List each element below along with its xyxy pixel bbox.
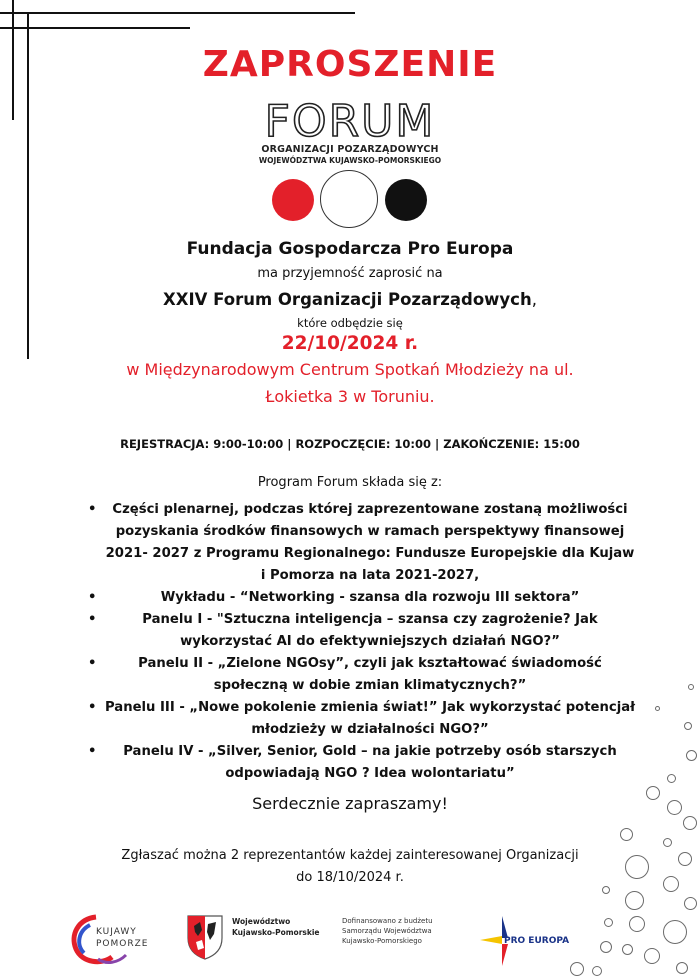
decorative-bubble bbox=[684, 722, 692, 730]
bullet: • bbox=[88, 590, 97, 605]
coat-of-arms-icon bbox=[186, 912, 224, 964]
decorative-bubble bbox=[644, 948, 660, 964]
decorative-bubble bbox=[570, 962, 584, 976]
voivodeship-line2: Kujawsko-Pomorskie bbox=[232, 928, 320, 937]
event-intro: które odbędzie się bbox=[297, 316, 403, 330]
decorative-bubble bbox=[600, 941, 612, 953]
decorative-bubble bbox=[629, 916, 645, 932]
program-item bbox=[78, 741, 638, 785]
program-intro: Program Forum składa się z: bbox=[257, 475, 443, 490]
bullet: • bbox=[88, 612, 97, 627]
decorative-bubble bbox=[678, 852, 692, 866]
forum-logo-line1: ORGANIZACJI POZARZĄDOWYCH bbox=[261, 144, 439, 155]
program-item bbox=[78, 587, 638, 609]
decorative-bubble bbox=[625, 855, 649, 879]
decorative-bubble bbox=[676, 962, 688, 974]
closing-text: Serdecznie zapraszamy! bbox=[252, 794, 448, 813]
decorative-bubble bbox=[592, 966, 602, 976]
forum-logo-word: FORUM bbox=[264, 96, 436, 147]
black-circle bbox=[385, 179, 427, 221]
registration-note-line2: do 18/10/2024 r. bbox=[296, 870, 404, 885]
venue-line1: w Międzynarodowym Centrum Spotkań Młodzieży na ul. bbox=[126, 360, 574, 379]
program-item-text: Panelu I - "Sztuczna inteligencja – szansa czy zagrożenie? Jak wykorzystać AI do efektywniejszych działań NGO?” bbox=[142, 612, 598, 649]
funding-line3: Kujawsko-Pomorskiego bbox=[342, 937, 422, 945]
decorative-bubble bbox=[667, 800, 682, 815]
bullet: • bbox=[88, 502, 97, 517]
forum-logo-line2: WOJEWÓDZTWA KUJAWSKO-POMORSKIEGO bbox=[258, 156, 442, 165]
schedule-line: REJESTRACJA: 9:00-10:00 | ROZPOCZĘCIE: 10:00 | ZAKOŃCZENIE: 15:00 bbox=[120, 437, 580, 451]
funding-line1: Dofinansowano z budżetu bbox=[342, 917, 433, 925]
event-name bbox=[0, 290, 700, 309]
program-item-text: Panelu IV - „Silver, Senior, Gold – na jakie potrzeby osób starszych odpowiadają NGO ? Idea wolontariatu” bbox=[123, 744, 617, 781]
decorative-bubble bbox=[646, 786, 660, 800]
decorative-bubble bbox=[602, 886, 610, 894]
decorative-bubble bbox=[683, 816, 697, 830]
kujawy-logo-line2: POMORZE bbox=[96, 939, 149, 949]
organizer-name: Fundacja Gospodarcza Pro Europa bbox=[186, 239, 514, 259]
decorative-bubble bbox=[625, 891, 644, 910]
program-list bbox=[78, 499, 638, 785]
bullet: • bbox=[88, 656, 97, 671]
decorative-bubble bbox=[663, 920, 687, 944]
decorative-bubble bbox=[667, 774, 676, 783]
white-circle bbox=[320, 170, 378, 228]
decorative-bubble bbox=[684, 897, 697, 910]
program-item bbox=[78, 653, 638, 697]
page-title: ZAPROSZENIE bbox=[202, 44, 498, 85]
program-item-text: Panelu III - „Nowe pokolenie zmienia świat!” Jak wykorzystać potencjał młodzieży w działalności NGO?” bbox=[104, 700, 636, 737]
program-item-text: Części plenarnej, podczas której zaprezentowane zostaną możliwości pozyskania środków finansowych w ramach perspektywy finansowej 2021- 2027 z Programu Regionalnego: Fundusze Europejskie dla Kujaw i Pomorza na lata 2021-2027, bbox=[105, 502, 635, 583]
funding-line2: Samorządu Województwa bbox=[342, 927, 432, 935]
pro-europa-text: PRO EUROPA bbox=[504, 936, 570, 946]
program-item-text: Wykładu - “Networking - szansa dla rozwoju III sektora” bbox=[160, 590, 580, 605]
program-item bbox=[78, 499, 638, 587]
decorative-bubble bbox=[655, 706, 660, 711]
program-item bbox=[78, 609, 638, 653]
program-item-text: Panelu II - „Zielone NGOsy”, czyli jak kształtować świadomość społeczną w dobie zmian klimatycznych?” bbox=[138, 656, 602, 693]
decorative-bubble bbox=[688, 684, 694, 690]
voivodeship-line1: Województwo bbox=[232, 917, 291, 926]
kujawy-logo-line1: KUJAWY bbox=[96, 927, 137, 937]
decorative-bubble bbox=[622, 944, 633, 955]
event-comma: , bbox=[531, 290, 537, 309]
registration-note-line1: Zgłaszać można 2 reprezentantów każdej zainteresowanej Organizacji bbox=[121, 848, 579, 863]
decorative-bubble bbox=[663, 876, 679, 892]
decorative-bubble bbox=[686, 750, 697, 761]
decorative-bubble bbox=[604, 918, 613, 927]
frame-line bbox=[0, 12, 355, 14]
event-title: XXIV Forum Organizacji Pozarządowych bbox=[163, 290, 532, 309]
decorative-bubble bbox=[663, 838, 672, 847]
venue-line2: Łokietka 3 w Toruniu. bbox=[265, 387, 435, 406]
red-circle bbox=[272, 179, 314, 221]
event-date: 22/10/2024 r. bbox=[281, 333, 419, 354]
bullet: • bbox=[88, 700, 97, 715]
decorative-bubble bbox=[620, 828, 633, 841]
invitation-intro: ma przyjemność zaprosić na bbox=[257, 266, 443, 281]
bullet: • bbox=[88, 744, 97, 759]
program-item bbox=[78, 697, 638, 741]
